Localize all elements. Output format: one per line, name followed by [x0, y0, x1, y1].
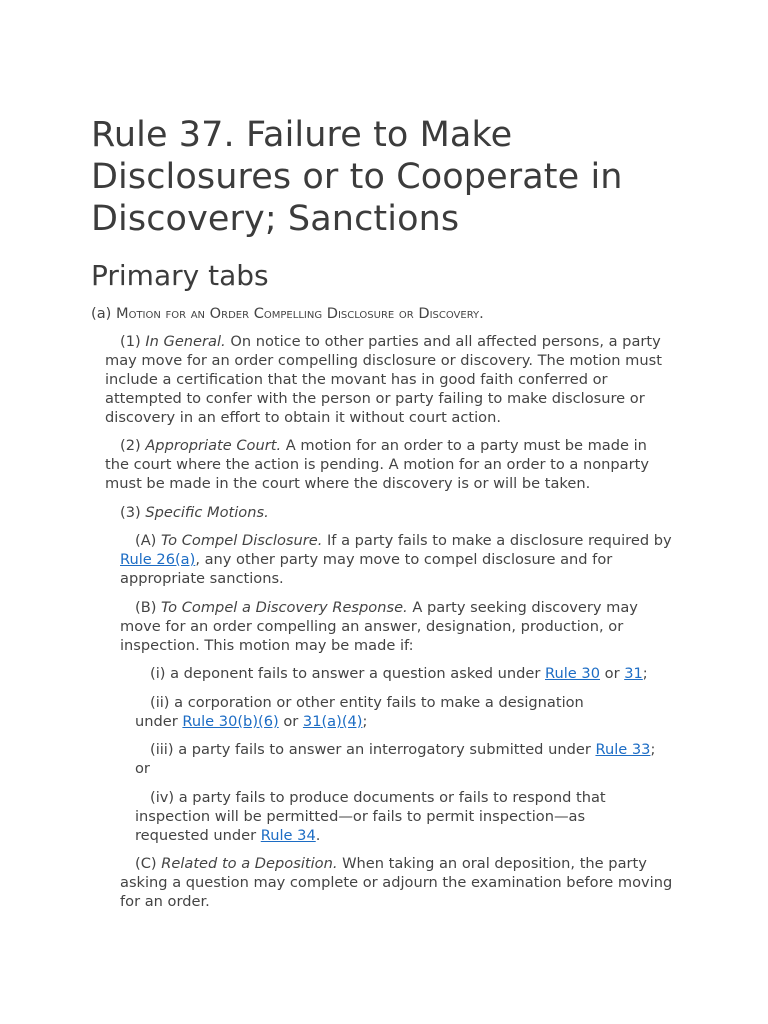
paragraph-3C-heading: Related to a Deposition.: [161, 855, 338, 872]
rule-31a4-link[interactable]: 31(a)(4): [302, 713, 363, 730]
clause-iv: [135, 788, 635, 845]
clause-iv-text-1: (iv) a party fails to produce documents or fails to respond that inspection will be permitted—or fails to permit inspection—as requested under: [135, 789, 606, 844]
paragraph-3B-number: (B): [135, 599, 157, 616]
rule-30-link[interactable]: Rule 30: [545, 665, 600, 682]
clause-iii: [135, 740, 665, 778]
clause-i-text-1: (i) a deponent fails to answer a question asked under: [150, 665, 546, 682]
paragraph-1: [105, 332, 675, 427]
rule-26a-link[interactable]: Rule 26(a): [120, 551, 196, 568]
paragraph-3B-text: A party seeking discovery may move for an order compelling an answer, designation, production, or inspection. This motion may be made if:: [120, 599, 638, 654]
rule-34-link[interactable]: Rule 34: [260, 827, 316, 844]
paragraph-3-number: (3): [120, 504, 141, 521]
paragraph-3A-heading: To Compel Disclosure.: [161, 532, 323, 549]
rule-31-link[interactable]: 31: [624, 665, 643, 682]
paragraph-1-heading: In General.: [145, 333, 226, 350]
subdivision-a-heading: Motion for an Order Compelling Disclosure or Discovery.: [115, 305, 484, 322]
paragraph-3-heading: Specific Motions.: [145, 504, 269, 521]
page-title: Rule 37. Failure to Make Disclosures or to Cooperate in Discovery; Sanctions: [91, 115, 623, 239]
paragraph-2-number: (2): [120, 437, 141, 454]
paragraph-2-text: A motion for an order to a party must be made in the court where the action is pending. A motion for an order to a nonparty must be made in the court where the discovery is or will be taken.: [105, 437, 649, 492]
paragraph-3A-number: (A): [135, 532, 157, 549]
paragraph-3C: [120, 854, 675, 911]
paragraph-3C-number: (C): [135, 855, 157, 872]
paragraph-1-number: (1): [120, 333, 141, 350]
clause-i-text-2: or: [600, 665, 625, 682]
paragraph-1-text: On notice to other parties and all affected persons, a party may move for an order compelling disclosure or discovery. The motion must include a certification that the movant has in good faith conferred or attempted to confer with the person or party failing to make disclosure or discovery in an effort to obtain it without court action.: [105, 333, 662, 426]
paragraph-3A: [120, 531, 682, 588]
paragraph-2: [105, 436, 675, 493]
clause-i-text-3: ;: [642, 665, 648, 682]
clause-iv-text-2: .: [315, 827, 321, 844]
rule-30b6-link[interactable]: Rule 30(b)(6): [182, 713, 279, 730]
paragraph-3: [105, 503, 675, 522]
subdivision-a-number: (a): [91, 305, 112, 322]
clause-ii-text-3: ;: [362, 713, 368, 730]
rule-33-link[interactable]: Rule 33: [595, 741, 651, 758]
paragraph-3B: [120, 598, 668, 655]
clause-ii-text-2: or: [278, 713, 303, 730]
paragraph-3A-text-2: , any other party may move to compel disclosure and for appropriate sanctions.: [120, 551, 613, 587]
paragraph-2-heading: Appropriate Court.: [145, 437, 282, 454]
paragraph-3C-text: When taking an oral deposition, the party asking a question may complete or adjourn the examination before moving for an order.: [120, 855, 673, 910]
clause-iii-text-2: ; or: [135, 741, 656, 777]
clause-i: [135, 664, 675, 683]
subdivision-a: [91, 304, 691, 323]
primary-tabs-heading: Primary tabs: [91, 259, 269, 292]
paragraph-3A-text-1: If a party fails to make a disclosure required by: [322, 532, 672, 549]
paragraph-3B-heading: To Compel a Discovery Response.: [161, 599, 408, 616]
clause-iii-text-1: (iii) a party fails to answer an interrogatory submitted under: [150, 741, 596, 758]
clause-ii: [135, 693, 625, 731]
clause-ii-text-1: (ii) a corporation or other entity fails to make a designation under: [135, 694, 584, 730]
